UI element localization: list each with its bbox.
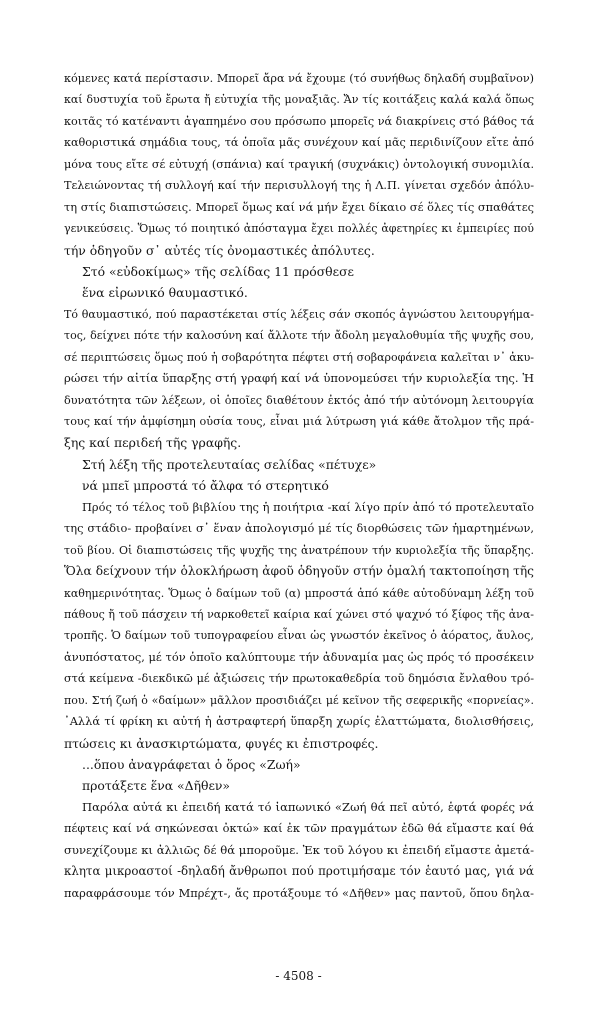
text-line: Παρόλα αὐτά κι ἐπειδή κατά τό ἰαπωνικό «Ζωή θά πεῖ αὐτό, ἑφτά φορές νά bbox=[82, 799, 534, 814]
quoted-instruction-line: Στό «εὐδοκίμως» τῆς σελίδας 11 πρόσθεσε bbox=[82, 263, 354, 279]
text-line: πτώσεις κι ἀνασκιρτώματα, φυγές κι ἐπιστροφές. bbox=[64, 735, 379, 751]
text-line: καί δυστυχία τοῦ ἔρωτα ἤ εὐτυχία τῆς μοναξιᾶς. Ἄν τίς κοιτάξεις καλά καλά ὅπως bbox=[64, 93, 534, 107]
text-line: ἀνυπόστατος, μέ τόν ὁποῖο καλύπτουμε τήν ἀδυναμία μας ὡς πρός τό προσέκειν bbox=[64, 649, 534, 664]
text-line: Πρός τό τέλος τοῦ βιβλίου της ἡ ποιήτρια -καί λίγο πρίν ἀπό τό προτελευταῖο bbox=[82, 499, 534, 514]
text-line: τροπῆς. Ὁ δαίμων τοῦ τυπογραφείου εἶναι ὡς γνωστόν ἐκεῖνος ὁ ἀόρατος, ἄυλος, bbox=[64, 629, 534, 643]
text-line: ᾽Αλλά τί φρίκη κι αὐτή ἡ ἀστραφτερή ὕπαρξη χωρίς ἐλαττώματα, διολισθήσεις, bbox=[64, 714, 534, 729]
text-line: καθημερινότητας. Ὅμως ὁ δαίμων τοῦ (α) μπροστά ἀπό κάθε αὐτοδύναμη λέξη τοῦ bbox=[64, 586, 534, 600]
text-line: μόνα τους εἴτε σέ εὐτυχή (σπάνια) καί τραγική (συχνάκις) ὀντολογική συνομιλία. bbox=[64, 157, 534, 171]
text-line: σέ περιπτώσεις ὅμως πού ἡ σοβαρότητα πέφτει στή σοβαροφάνεια καλεῖται ν᾽ ἀκυ- bbox=[64, 350, 534, 364]
text-line: της στάδιο- προβαίνει σ᾽ ἕναν ἀπολογισμό μέ τίς διορθώσεις τῶν ἡμαρτημένων, bbox=[64, 521, 534, 536]
text-line: κλητα μικροαστοί -δηλαδή ἄνθρωποι πού προτιμήσαμε τόν ἑαυτό μας, γιά νά bbox=[64, 864, 534, 879]
text-line: που. Στή ζωή ὁ «δαίμων» μᾶλλον προσιδιάζει μέ κεῖνον τῆς σεφερικῆς «πορνείας». bbox=[64, 693, 534, 707]
quoted-instruction-line: ...ὅπου ἀναγράφεται ὁ ὅρος «Ζωή» bbox=[82, 757, 301, 772]
text-line: τήν ὁδηγοῦν σ᾽ αὐτές τίς ὀνομαστικές ἀπόλυτες. bbox=[64, 242, 375, 258]
quoted-instruction-line: Στή λέξη τῆς προτελευταίας σελίδας «πέτυχε» bbox=[82, 456, 377, 472]
text-line: δυνατότητα τῶν λέξεων, οἱ ὁποῖες διαθέτουν ἐκτός ἀπό τήν αὐτόνομη λειτουργία bbox=[64, 393, 534, 407]
text-line: κόμενες κατά περίστασιν. Μπορεῖ ἄρα νά ἔχουμε (τό συνήθως δηλαδή συμβαῖνον) bbox=[64, 72, 534, 85]
text-line: συνεχίζουμε κι ἀλλιῶς δέ θά μποροῦμε. Ἐκ τοῦ λόγου κι ἐπειδή εἴμαστε ἀμετά- bbox=[64, 842, 534, 857]
text-line: Τό θαυμαστικό, πού παραστέκεται στίς λέξεις σάν σκοπός ἀγνώστου λειτουργήμα- bbox=[64, 307, 534, 321]
quoted-instruction-line: ἕνα εἰρωνικό θαυμαστικό. bbox=[82, 285, 248, 301]
page-number: - 4508 - bbox=[275, 969, 322, 983]
text-line: στά κείμενα -διεκδικῶ μέ ἀξιώσεις τήν πρωτοκαθεδρία τοῦ δημόσια ἔνλαθου τρό- bbox=[64, 672, 534, 686]
text-line: πάθους ἤ τοῦ πάσχειν τή ναρκοθετεῖ καίρια καί χώνει στό ψαχνό τό ξίφος τῆς ἀνα- bbox=[64, 607, 534, 621]
text-line: Τελειώνοντας τή συλλογή καί τήν περισυλλογή της ἡ Λ.Π. γίνεται σχεδόν ἀπόλυ- bbox=[64, 179, 534, 193]
text-line: καθοριστικά σημάδια τους, τά ὁποῖα μᾶς συνέχουν καί μᾶς περιδινίζουν εἴτε ἀπό bbox=[64, 136, 534, 150]
text-line: κοιτᾶς τό κατέναντι ἀγαπημένο σου πρόσωπο μπορεῖς νά διακρίνεις στό βάθος τά bbox=[64, 114, 535, 128]
text-line: τοῦ βίου. Οἱ διαπιστώσεις τῆς ψυχῆς της ἀνατρέπουν τήν κυριολεξία τῆς ὕπαρξης. bbox=[64, 543, 534, 557]
text-line: Ὅλα δείχνουν τήν ὁλοκλήρωση ἀφοῦ ὁδηγοῦν στήν ὁμαλή τακτοποίηση τῆς bbox=[64, 564, 534, 579]
text-line: πέφτεις καί νά σηκώνεσαι ὀκτώ» καί ἐκ τῶν πραγμάτων ἐδῶ θά εἴμαστε καί θά bbox=[64, 821, 534, 836]
text-line: τους καί τήν ἀμφίσημη οὐσία τους, εἶναι μιά λύτρωση γιά κάθε ἄτολμον τῆς πρά- bbox=[64, 415, 534, 428]
text-line: παραφράσουμε τόν Μπρέχτ-, ἄς προτάξουμε τό «Δῆθεν» μας παντοῦ, ὅπου δηλα- bbox=[64, 885, 534, 900]
text-line: τος, δείχνει πότε τήν καλοσύνη καί ἄλλοτε τήν ἄδολη μεγαλοθυμία τῆς ψυχῆς σου, bbox=[64, 329, 534, 343]
text-line: τη στίς διαπιστώσεις. Μπορεῖ ὅμως καί νά μήν ἔχει δίκαιο σέ ὅλες τίς σπαθάτες bbox=[64, 199, 534, 214]
quoted-instruction-line: προτάξετε ἕνα «Δῆθεν» bbox=[82, 778, 230, 794]
quoted-instruction-line: νά μπεῖ μπροστά τό ἄλφα τό στερητικό bbox=[82, 478, 329, 494]
text-line: ρώσει τήν αἰτία ὕπαρξης στή γραφή καί νά ὑπονομεύσει τήν κυριολεξία της. Ἡ bbox=[64, 371, 534, 386]
body-text bbox=[64, 68, 534, 904]
text-line: γενικεύσεις. Ὅμως τό ποιητικό ἀπόσταγμα ἔχει πολλές ἀφετηρίες κι ἐμπειρίες πού bbox=[64, 222, 534, 236]
text-line: ξης καί περιδεή τῆς γραφῆς. bbox=[64, 435, 242, 451]
